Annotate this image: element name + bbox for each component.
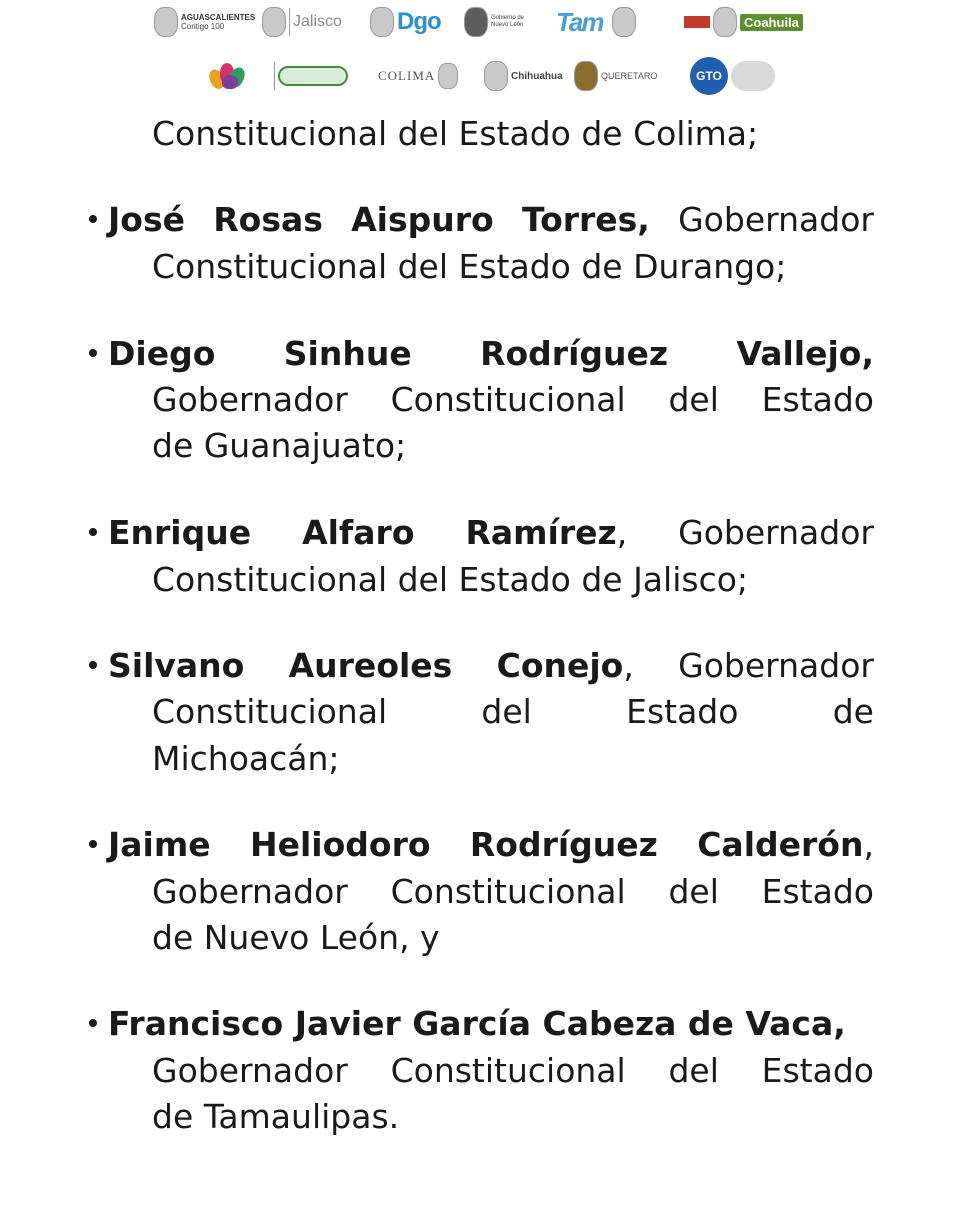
coahuila-stripe-icon [684, 16, 710, 28]
text-word: de [832, 692, 874, 731]
coahuila-seal-icon [713, 7, 737, 37]
governor-name-word: Sinhue [283, 334, 412, 373]
text-word: Estado [626, 692, 739, 731]
text-word: Constitucional [390, 1051, 626, 1090]
text-word: Gobernador [152, 1051, 348, 1090]
list-item-michoacan [108, 646, 874, 686]
text-word: del [668, 872, 719, 911]
chihuahua-logo [484, 56, 563, 96]
bullet-icon [86, 1016, 100, 1030]
tamaulipas-logo-text: Tam [556, 6, 603, 37]
text-word: Estado [761, 1051, 874, 1090]
michoacan-flower-icon [208, 59, 252, 93]
governor-title: Gobernador [678, 200, 874, 239]
governor-title: Gobernador [678, 513, 874, 552]
governor-name-word: Diego [108, 334, 216, 373]
sonora-logo [274, 56, 348, 96]
governor-name-word: Rosas [213, 200, 323, 239]
list-item-colima-continuation: Constitucional del Estado de Colima; [152, 114, 759, 153]
comma: , [623, 646, 634, 685]
tamaulipas-logo [556, 2, 636, 42]
durango-logo-text: Dgo [397, 8, 441, 35]
list-item-guanajuato-continuation-2: de Guanajuato; [152, 426, 407, 465]
text-word: Gobernador [152, 872, 348, 911]
list-item-jalisco [108, 513, 874, 553]
nuevo-leon-logo-text-2: Nuevo León [491, 22, 524, 28]
colima-seal-icon [438, 63, 458, 89]
governor-name-word: Enrique [108, 513, 252, 552]
nuevo-leon-seal-icon [464, 7, 488, 37]
list-item-michoacan-continuation [152, 692, 874, 732]
aguascalientes-logo-text: AGUASCALIENTES [181, 13, 256, 22]
michoacan-logo [208, 56, 252, 96]
list-item-nuevo-leon-continuation [152, 872, 874, 912]
text-word: del [668, 380, 719, 419]
jalisco-logo-text: Jalisco [293, 13, 342, 30]
governor-name-word: Ramírez [465, 513, 617, 552]
list-item-jalisco-continuation: Constitucional del Estado de Jalisco; [152, 560, 749, 599]
governor-title: Gobernador [678, 646, 874, 685]
chihuahua-seal-icon [484, 61, 508, 91]
governor-name-word: Silvano [108, 646, 245, 685]
governor-name-word: Rodríguez [480, 334, 669, 373]
governor-name-word: Conejo [496, 646, 624, 685]
text-word: Constitucional [390, 380, 626, 419]
governor-name-word: Calderón [697, 825, 864, 864]
nuevo-leon-logo-text-1: Gobierno de [491, 15, 525, 21]
coahuila-logo [684, 2, 803, 42]
queretaro-seal-icon [574, 61, 598, 91]
text-word: Gobernador [152, 380, 348, 419]
governor-name-word: Torres, [521, 200, 650, 239]
comma: , [616, 513, 628, 552]
list-item-tamaulipas-continuation [152, 1051, 874, 1091]
text-word: del [481, 692, 532, 731]
tamaulipas-seal-icon [612, 7, 636, 37]
sonora-emblem-icon [278, 66, 348, 86]
colima-logo-text: COLIMA [378, 68, 436, 83]
text-word: del [668, 1051, 719, 1090]
queretaro-logo [574, 56, 657, 96]
governor-name-word: Heliodoro [249, 825, 431, 864]
guanajuato-logo [690, 56, 775, 96]
governor-name-word: Rodríguez [469, 825, 658, 864]
list-item-guanajuato-continuation [152, 380, 874, 420]
bullet-icon [86, 346, 100, 360]
text-word: Estado [761, 872, 874, 911]
governor-name-word: Aureoles [288, 646, 453, 685]
coahuila-logo-text: Coahuila [740, 14, 803, 31]
aguascalientes-seal-icon [154, 7, 178, 37]
bullet-icon [86, 525, 100, 539]
bullet-icon [86, 658, 100, 672]
nuevo-leon-logo [464, 2, 524, 42]
list-item-nuevo-leon-continuation-2: de Nuevo León, y [152, 918, 440, 957]
text-word: Estado [761, 380, 874, 419]
guanajuato-logo-text: GTO [690, 57, 728, 95]
list-item-durango-continuation: Constitucional del Estado de Durango; [152, 247, 787, 286]
chihuahua-logo-text: Chihuahua [511, 70, 563, 82]
text-word: Constitucional [390, 872, 626, 911]
bullet-icon [86, 837, 100, 851]
guanajuato-pill-icon [731, 61, 775, 91]
aguascalientes-logo-subtext: Contigo 100 [181, 22, 225, 31]
durango-seal-icon [370, 7, 394, 37]
list-item-michoacan-continuation-2: Michoacán; [152, 739, 340, 778]
governor-name-word: Aispuro [351, 200, 494, 239]
list-item-tamaulipas: Francisco Javier García Cabeza de Vaca, [108, 1004, 846, 1043]
state-logos-row-2 [0, 56, 968, 100]
jalisco-logo [262, 2, 342, 42]
bullet-icon [86, 212, 100, 226]
queretaro-logo-text: QUERETARO [601, 71, 658, 81]
colima-logo [378, 56, 458, 96]
text-word: Constitucional [152, 692, 388, 731]
list-item-guanajuato [108, 334, 874, 374]
list-item-durango [108, 200, 874, 240]
aguascalientes-logo [154, 2, 255, 42]
governor-name-word: Jaime [108, 825, 211, 864]
governor-name-word: Vallejo, [736, 334, 874, 373]
state-logos-row-1 [0, 2, 968, 46]
governor-name-word: Alfaro [302, 513, 415, 552]
list-item-nuevo-leon [108, 825, 874, 865]
jalisco-seal-icon [262, 7, 286, 37]
durango-logo [370, 2, 441, 42]
governor-name-word: José [108, 200, 185, 239]
list-item-tamaulipas-continuation-2: de Tamaulipas. [152, 1097, 400, 1136]
comma: , [863, 825, 874, 864]
